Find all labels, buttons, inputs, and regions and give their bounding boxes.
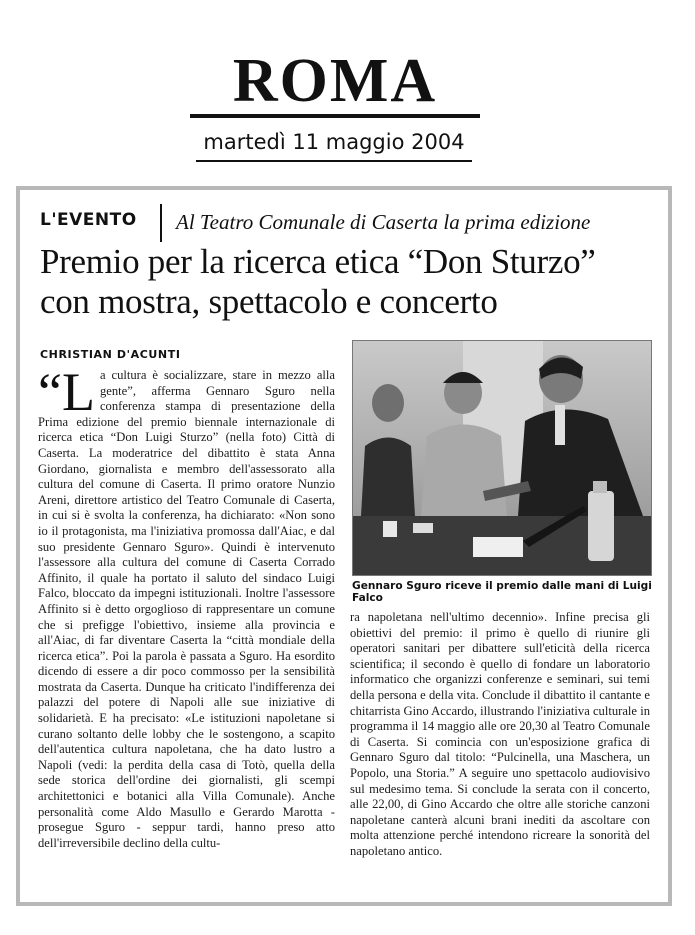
body-text-right: ra napoletana nell'ultimo decennio». Infine precisa gli obiettivi del premio: il primo è quello di riunire gli operatori sanitari per dibattere sull'eticità della ricerca scientifica; il secondo è quello di fondare un laboratorio informatico che organizzi conferenze e seminari, sui temi della persona e della vita. Conclude il dibattito il cantante e chitarrista Gino Accardo, illustrando l'iniziativa culturale in programma il 14 maggio alle ore 20,30 al Teatro Comunale di Caserta. Si comincia con un'esposizione grafica di Gennaro Sguro dal titolo: “Pulcinella, una Maschera, un Popolo, una Storia.” A seguire uno spettacolo audiovisivo sul medesimo tema. Si conclude la serata con il concerto, alle 22,00, di Gino Accardo che oltre alle storiche canzoni napoletane canterà alcuni brani inediti da ascoltare con molta attenzione perché intendono ricreare la sonorità del napoletano antico.: [350, 610, 650, 858]
byline: CHRISTIAN D'ACUNTI: [40, 348, 181, 361]
article-column-right: [350, 610, 650, 896]
body-text-left: a cultura è socializzare, stare in mezzo alla gente”, afferma Gennaro Sguro nella conferenza stampa di presentazione della Prima edizione del premio biennale internazionale di ricerca etica “Don Luigi Sturzo” (nella foto) Città di Caserta. La moderatrice del dibattito è stata Anna Giordano, giornalista e membro dell'assessorato alla cultura del comune di Caserta. Il primo oratore Nunzio Areni, direttore artistico del Teatro Comunale di Caserta, in cui si è svolta la conferenza, ha dichiarato: «Non sono io il protagonista, ma l'iniziativa promossa dall'Aiac, e dal suo presidente Gennaro Sguro». Quindi è intervenuto l'assessore alla cultura del comune di Caserta Corrado Affinito, il quale ha portato il saluto del sindaco Luigi Falco, bloccato da impegni istituzionali. Inoltre l'assessore Affinito si è detto orgoglioso di rappresentare un comune che si prefigge l'obiettivo, insieme alla provincia e all'Aiac, di far diventare Caserta la “città mondiale della ricerca etica”. Poi la parola è passata a Sguro. Ha esordito dicendo di essere a dir poco commosso per la sensibilità mostrata da Caserta. Dunque ha criticato l'indifferenza dei palazzi del potere di Napoli alle sue iniziative di solidarietà. E ha precisato: «Le istituzioni napoletane si curano soltanto delle lobby che le sostengono, a scapito dell'autentica cultura napoletana, che ha dato lustro a Napoli (vedi: la perdita della casa di Totò, quella della sede storica dell'ordine dei giornalisti, gli scempi architettonici e botanici alla Villa Comunale). Anche personalità come Aldo Masullo e Gerardo Marotta - prosegue Sguro - seppur tardi, hanno preso atto dell'irreversibile declino della cultu-: [38, 368, 335, 850]
kicker-divider: [160, 204, 162, 242]
article-photo: [352, 340, 652, 576]
issue-date: martedì 11 maggio 2004: [196, 130, 472, 162]
kicker-row: [40, 204, 658, 244]
article-clipping: [16, 186, 672, 906]
photo-caption: Gennaro Sguro riceve il premio dalle mani di Luigi Falco: [352, 580, 652, 604]
section-kicker: L'EVENTO: [40, 210, 137, 230]
photo-illustration: [353, 341, 651, 575]
headline-line-2: con mostra, spettacolo e concerto: [40, 282, 498, 321]
article-headline: [40, 242, 660, 322]
masthead: [190, 47, 480, 162]
drop-cap: “L: [38, 368, 95, 422]
headline-line-1: Premio per la ricerca etica “Don Sturzo”: [40, 242, 596, 281]
article-column-left: [38, 368, 335, 892]
kicker-subtitle: Al Teatro Comunale di Caserta la prima edizione: [176, 210, 591, 234]
newspaper-logo: ROMA: [190, 50, 480, 118]
